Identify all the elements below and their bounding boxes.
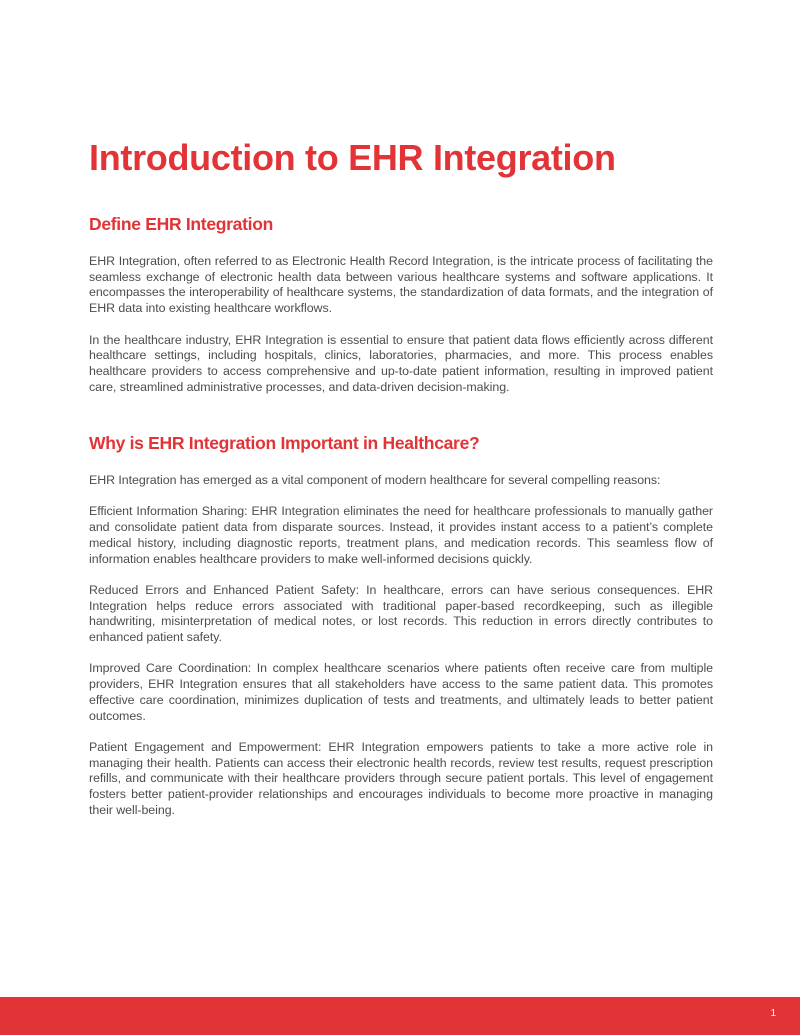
- section-heading: Why is EHR Integration Important in Healthcare?: [89, 433, 480, 453]
- section-why-important: [89, 431, 713, 834]
- paragraph: EHR Integration, often referred to as Electronic Health Record Integration, is the intricate process of facilitating the seamless exchange of electronic health data between various healthcare systems and software applications. It encompasses the interoperability of healthcare systems, the standardization of data formats, and the integration of EHR data into existing healthcare workflows.: [89, 254, 713, 316]
- paragraph: EHR Integration has emerged as a vital component of modern healthcare for several compelling reasons:: [89, 473, 661, 487]
- paragraph: Efficient Information Sharing: EHR Integration eliminates the need for healthcare professionals to manually gather and consolidate patient data from disparate sources. Instead, it provides instant access to a patient’s complete medical history, including diagnostic reports, treatment plans, and medication records. This seamless flow of information enables healthcare providers to make well-informed decisions quickly.: [89, 504, 713, 566]
- page-title: Introduction to EHR Integration: [89, 137, 616, 178]
- paragraph: Reduced Errors and Enhanced Patient Safety: In healthcare, errors can have serious consequences. EHR Integration helps reduce errors associated with traditional paper-based recordkeeping, such as illegible handwriting, misinterpretation of medical notes, or lost records. This reduction in errors directly contributes to enhanced patient safety.: [89, 582, 713, 644]
- section-define-ehr-integration: [89, 212, 713, 411]
- paragraph: Patient Engagement and Empowerment: EHR Integration empowers patients to take a more active role in managing their health. Patients can access their electronic health records, review test results, request prescription refills, and communicate with their healthcare providers through secure patient portals. This level of engagement fosters better patient-provider relationships and encourages individuals to become more proactive in managing their well-being.: [89, 739, 713, 817]
- paragraph: Improved Care Coordination: In complex healthcare scenarios where patients often receive care from multiple providers, EHR Integration ensures that all stakeholders have access to the same patient data. This promotes effective care coordination, minimizes duplication of tests and treatments, and ultimately leads to better patient outcomes.: [89, 661, 713, 723]
- section-heading: Define EHR Integration: [89, 214, 273, 234]
- footer-bar: [0, 997, 800, 1035]
- page-number: 1: [770, 1008, 776, 1019]
- paragraph: In the healthcare industry, EHR Integration is essential to ensure that patient data flows efficiently across different healthcare settings, including hospitals, clinics, laboratories, pharmacies, and more. This process enables healthcare providers to access comprehensive and up-to-date patient information, resulting in improved patient care, streamlined administrative processes, and data-driven decision-making.: [89, 332, 713, 394]
